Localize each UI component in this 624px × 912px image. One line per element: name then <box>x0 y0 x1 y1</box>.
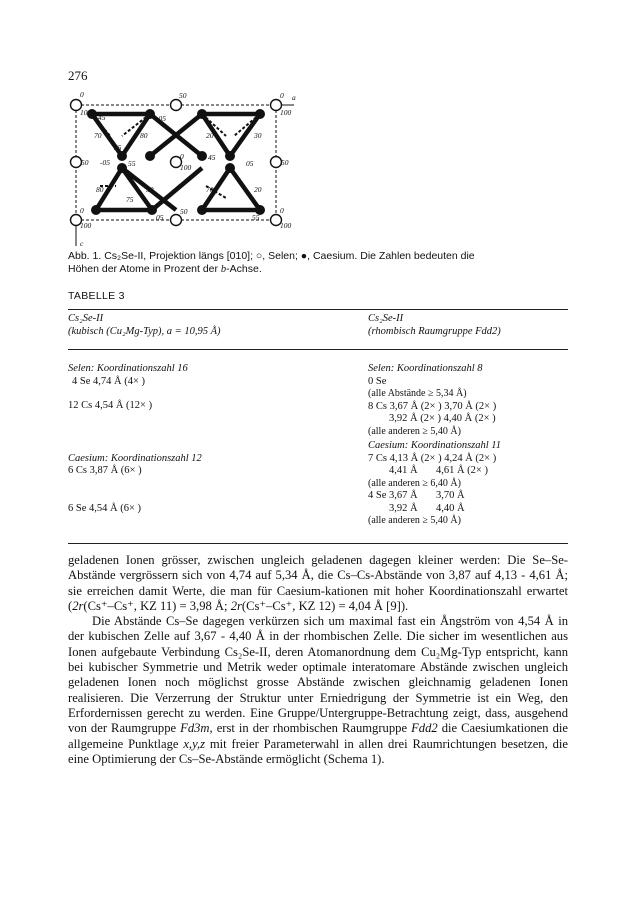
svg-text:45: 45 <box>208 153 216 162</box>
body-text <box>68 553 568 767</box>
svg-text:100: 100 <box>80 108 92 117</box>
table-header-rule <box>68 349 568 350</box>
svg-text:0: 0 <box>80 206 84 215</box>
table-top-rule <box>68 309 568 310</box>
caption-line-2: Höhen der Atome in Prozent der b-Achse. <box>68 263 262 275</box>
table-left-header: Cs₂Se-II (kubisch (Cu₂Mg-Typ), a = 10,95 Å) <box>68 313 221 337</box>
svg-text:0: 0 <box>280 91 284 100</box>
page-number: 276 <box>68 68 88 83</box>
svg-text:05: 05 <box>246 159 254 168</box>
table-bottom-rule <box>68 543 568 544</box>
svg-text:30: 30 <box>146 185 154 194</box>
table-right-column: Selen: Koordinationszahl 8 0 Se (alle Abstände ≥ 5,34 Å) 8 Cs 3,67 Å (2× ) 3,70 Å (2× ) 3,92 Å (2× ) 4,40 Å (2× ) (alle anderen ≥ 5,40 Å) Caesium: Koordinationszahl 11 7 Cs 4,13 Å (2× ) 4,24 Å (2× ) 4,41 Å 4,61 Å (2× ) (alle anderen ≥ 6,40 Å) 4 Se 3,67 Å 3,70 Å 3,92 Å 4,40 Å (alle anderen ≥ 5,40 Å) <box>368 363 502 526</box>
svg-text:0: 0 <box>280 206 284 215</box>
svg-text:50: 50 <box>179 91 187 100</box>
svg-text:45: 45 <box>98 113 106 122</box>
svg-text:0: 0 <box>80 90 84 99</box>
svg-text:100: 100 <box>80 221 92 230</box>
svg-text:50: 50 <box>281 158 289 167</box>
table-right-header: Cs₂Se-II (rhombisch Raumgruppe Fdd2) <box>368 313 501 337</box>
figure-caption <box>68 250 568 276</box>
svg-text:80: 80 <box>140 131 148 140</box>
svg-text:25: 25 <box>114 143 122 152</box>
table-left-column: Selen: Koordinationszahl 16 4 Se 4,74 Å (4× ) 12 Cs 4,54 Å (12× ) Caesium: Koordinationszahl 12 6 Cs 3,87 Å (6× ) 6 Se 4,54 Å (6× ) <box>68 363 202 514</box>
svg-text:05: 05 <box>156 213 164 222</box>
svg-text:70: 70 <box>206 185 214 194</box>
svg-text:0: 0 <box>180 152 184 161</box>
svg-text:a: a <box>292 93 296 102</box>
svg-text:-05: -05 <box>100 158 110 167</box>
svg-text:70: 70 <box>94 131 102 140</box>
svg-text:100: 100 <box>180 163 192 172</box>
svg-text:55: 55 <box>128 159 136 168</box>
svg-text:c: c <box>80 239 84 248</box>
svg-text:50: 50 <box>81 158 89 167</box>
table-title: TABELLE 3 <box>68 290 125 302</box>
svg-text:100: 100 <box>280 108 292 117</box>
svg-text:80: 80 <box>96 185 104 194</box>
paragraph-2: Die Abstände Cs–Se dagegen verkürzen sich um maximal fast ein Ångström von 4,54 Å in der kubischen Zelle auf 3,67 - 4,40 Å in der rhombischen Zelle. Die sicher im wesentlichen aus Ionen aufgebaute Verbindung Cs₂Se-II, deren Atomanordnung dem Cu₂Mg-Typ entspricht, kann bei kubischer Symmetrie und Metrik weder optimale interatomare Abstände zwischen ungleich geladenen Ionen noch möglichst grosse Abstände zwischen gleichnamig geladenen Ionen realisieren. Die Verzerrung der Struktur unter Erniedrigung der Symmetrie ist ein Weg, den Erfordernissen gerecht zu werden. Eine Gruppe/Untergruppe-Betrachtung zeigt, dass, ausgehend von der Raumgruppe Fd3m, erst in der rhombischen Raumgruppe Fdd2 die Caesiumkationen die allgemeine Punktlage x,y,z mit freier Parameterwahl in allen drei Raumrichtungen besetzen, die eine Optimierung der Cs–Se-Abstände ermöglicht (Schema 1). <box>68 614 568 766</box>
svg-text:30: 30 <box>254 131 262 140</box>
svg-text:75: 75 <box>126 195 134 204</box>
crystal-structure-figure <box>56 88 296 250</box>
caption-line-1: Abb. 1. Cs₂Se-II, Projektion längs [010]; ○, Selen; ●, Caesium. Die Zahlen bedeuten die <box>68 250 475 262</box>
svg-text:-05: -05 <box>156 114 166 123</box>
paragraph-1: geladenen Ionen grösser, zwischen ungleich geladenen dagegen kleiner werden: Die Se–Se-Abstände vergrössern sich von 4,74 auf 5,34 Å, die Cs–Cs-Abstände von 3,87 auf 4,13 - 4,61 Å; sie erreichen damit Werte, die man für Caesium-kationen mit hoher Koordinationszahl erwartet (2r(Cs⁺–Cs⁺, KZ 11) = 3,98 Å; 2r(Cs⁺–Cs⁺, KZ 12) = 4,04 Å [9]). <box>68 553 568 613</box>
svg-text:100: 100 <box>280 221 292 230</box>
svg-text:50: 50 <box>180 207 188 216</box>
svg-text:55: 55 <box>252 213 260 222</box>
svg-text:20: 20 <box>206 131 214 140</box>
svg-text:20: 20 <box>254 185 262 194</box>
